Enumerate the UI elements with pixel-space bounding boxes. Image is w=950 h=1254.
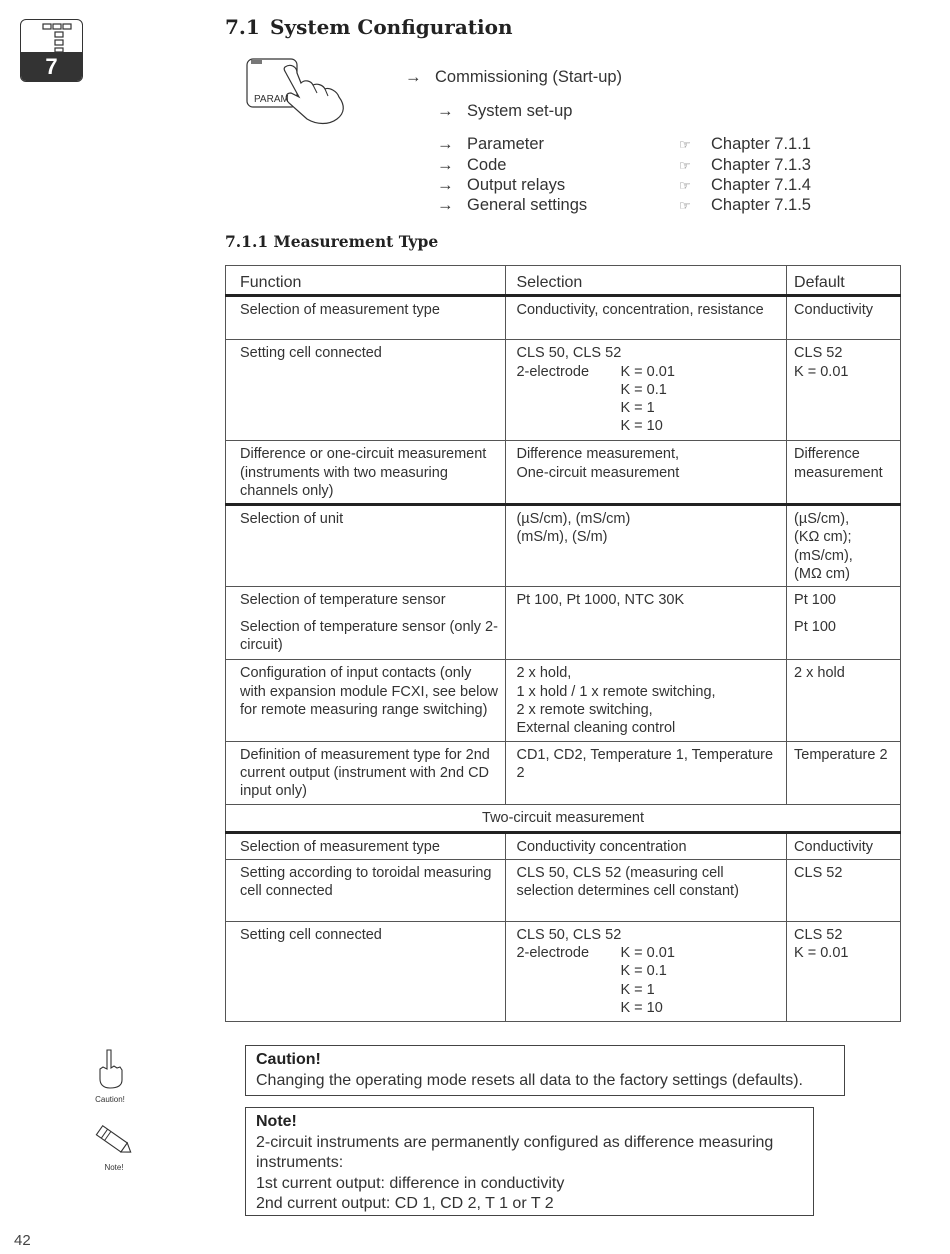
table-row [226, 587, 901, 660]
table-cell: CD1, CD2, Temperature 1, Temperature 2 [506, 741, 787, 804]
table-header-row [226, 266, 901, 296]
table-row [226, 296, 901, 340]
two-circuit-heading: Two-circuit measurement [226, 804, 901, 832]
pencil-icon [92, 1124, 136, 1158]
table-row [226, 505, 901, 587]
table-row [226, 441, 901, 505]
subsection-title: 7.1.1 Measurement Type [225, 232, 439, 251]
structure-icon [21, 20, 82, 52]
table-span-row [226, 804, 901, 832]
caution-text: Changing the operating mode resets all data to the factory settings (defaults). [256, 1071, 803, 1089]
menu-path-item: → System set-up [437, 102, 573, 120]
table-cell: Setting according to toroidal measuring cell connected [226, 859, 506, 921]
arrow-right-icon: → [437, 135, 454, 153]
section-title: System Configuration [270, 15, 513, 39]
table-cell: (µS/cm), (KΩ cm); (mS/cm), (MΩ cm) [787, 505, 901, 587]
table-cell: 2 x hold, 1 x hold / 1 x remote switching, 2 x remote switching, External cleaning control [506, 660, 787, 741]
chapter-ref: ☞ Chapter 7.1.4 [679, 176, 811, 194]
table-cell: CLS 52 [787, 859, 901, 921]
note-line: 2nd current output: CD 1, CD 2, T 1 or T 2 [256, 1195, 554, 1212]
note-box [245, 1107, 814, 1216]
submenu-item: → Output relays [437, 176, 566, 194]
measurement-type-table [225, 265, 901, 1022]
note-title: Note! [256, 1113, 297, 1130]
table-cell: Pt 100, Pt 1000, NTC 30K [506, 587, 787, 660]
table-cell: 2 x hold [787, 660, 901, 741]
table-cell: Selection of temperature sensor Selection of temperature sensor (only 2-circuit) [226, 587, 506, 660]
param-key-illustration [245, 57, 355, 127]
note-icon-label: Note! [104, 1163, 124, 1172]
table-cell: Setting cell connected [226, 340, 506, 441]
param-key-label: PARAM [254, 94, 289, 105]
table-cell: Selection of measurement type [226, 832, 506, 859]
table-cell: CLS 52 K = 0.01 [787, 921, 901, 1021]
table-cell: Definition of measurement type for 2nd current output (instrument with 2nd CD input only) [226, 741, 506, 804]
caution-icon-label: Caution! [95, 1095, 125, 1104]
table-cell: Conductivity [787, 296, 901, 340]
pointing-hand-icon: ☞ [679, 198, 691, 213]
chapter-ref: ☞ Chapter 7.1.5 [679, 196, 811, 214]
chapter-number: 7 [21, 52, 82, 81]
table-cell: Setting cell connected [226, 921, 506, 1021]
table-cell: Selection of unit [226, 505, 506, 587]
table-cell: CLS 50, CLS 52 (measuring cell selection determines cell constant) [506, 859, 787, 921]
table-cell: CLS 52 K = 0.01 [787, 340, 901, 441]
table-cell: Conductivity, concentration, resistance [506, 296, 787, 340]
submenu-item: → General settings [437, 196, 588, 214]
table-cell: Conductivity [787, 832, 901, 859]
submenu-item: → Code [437, 156, 507, 174]
pointing-hand-icon: ☞ [679, 158, 691, 173]
table-cell: Selection of measurement type [226, 296, 506, 340]
section-heading [225, 15, 513, 39]
submenu-item: → Parameter [437, 135, 545, 153]
table-row [226, 660, 901, 741]
column-header: Default [787, 266, 901, 296]
page-number: 42 [14, 1232, 31, 1249]
table-row [226, 859, 901, 921]
arrow-right-icon: → [405, 68, 422, 86]
chapter-tab [20, 19, 83, 82]
caution-title: Caution! [256, 1051, 321, 1068]
section-number: 7.1 [225, 15, 260, 39]
raised-finger-icon [90, 1048, 130, 1090]
menu-path-item: → Commissioning (Start-up) [405, 68, 623, 86]
arrow-right-icon: → [437, 102, 454, 120]
table-cell: CLS 50, CLS 52 2-electrode K = 0.01 K = 0.1 K = 1 K = 10 [506, 921, 787, 1021]
hand-press-icon [245, 57, 355, 127]
pointing-hand-icon: ☞ [679, 178, 691, 193]
table-cell: Difference or one-circuit measurement (instruments with two measuring channels only) [226, 441, 506, 505]
note-line: 2-circuit instruments are permanently configured as difference measuring instruments: [256, 1133, 774, 1171]
table-cell: Difference measurement [787, 441, 901, 505]
note-line: 1st current output: difference in conductivity [256, 1174, 565, 1192]
pointing-hand-icon: ☞ [679, 137, 691, 152]
column-header: Selection [506, 266, 787, 296]
table-cell: (µS/cm), (mS/cm) (mS/m), (S/m) [506, 505, 787, 587]
note-marker [92, 1124, 136, 1172]
table-row [226, 832, 901, 859]
arrow-right-icon: → [437, 176, 454, 194]
arrow-right-icon: → [437, 196, 454, 214]
table-cell: Temperature 2 [787, 741, 901, 804]
table-cell: Conductivity concentration [506, 832, 787, 859]
arrow-right-icon: → [437, 156, 454, 174]
table-cell: CLS 50, CLS 52 2-electrode K = 0.01 K = 0.1 K = 1 K = 10 [506, 340, 787, 441]
table-cell: Pt 100 Pt 100 [787, 587, 901, 660]
caution-box [245, 1045, 845, 1096]
table-row [226, 741, 901, 804]
column-header: Function [226, 266, 506, 296]
table-cell: Configuration of input contacts (only with expansion module FCXI, see below for remote measuring range switching) [226, 660, 506, 741]
table-row [226, 340, 901, 441]
caution-marker [90, 1048, 130, 1104]
table-cell: Difference measurement, One-circuit measurement [506, 441, 787, 505]
chapter-ref: ☞ Chapter 7.1.1 [679, 135, 811, 153]
chapter-ref: ☞ Chapter 7.1.3 [679, 156, 811, 174]
table-row [226, 921, 901, 1021]
